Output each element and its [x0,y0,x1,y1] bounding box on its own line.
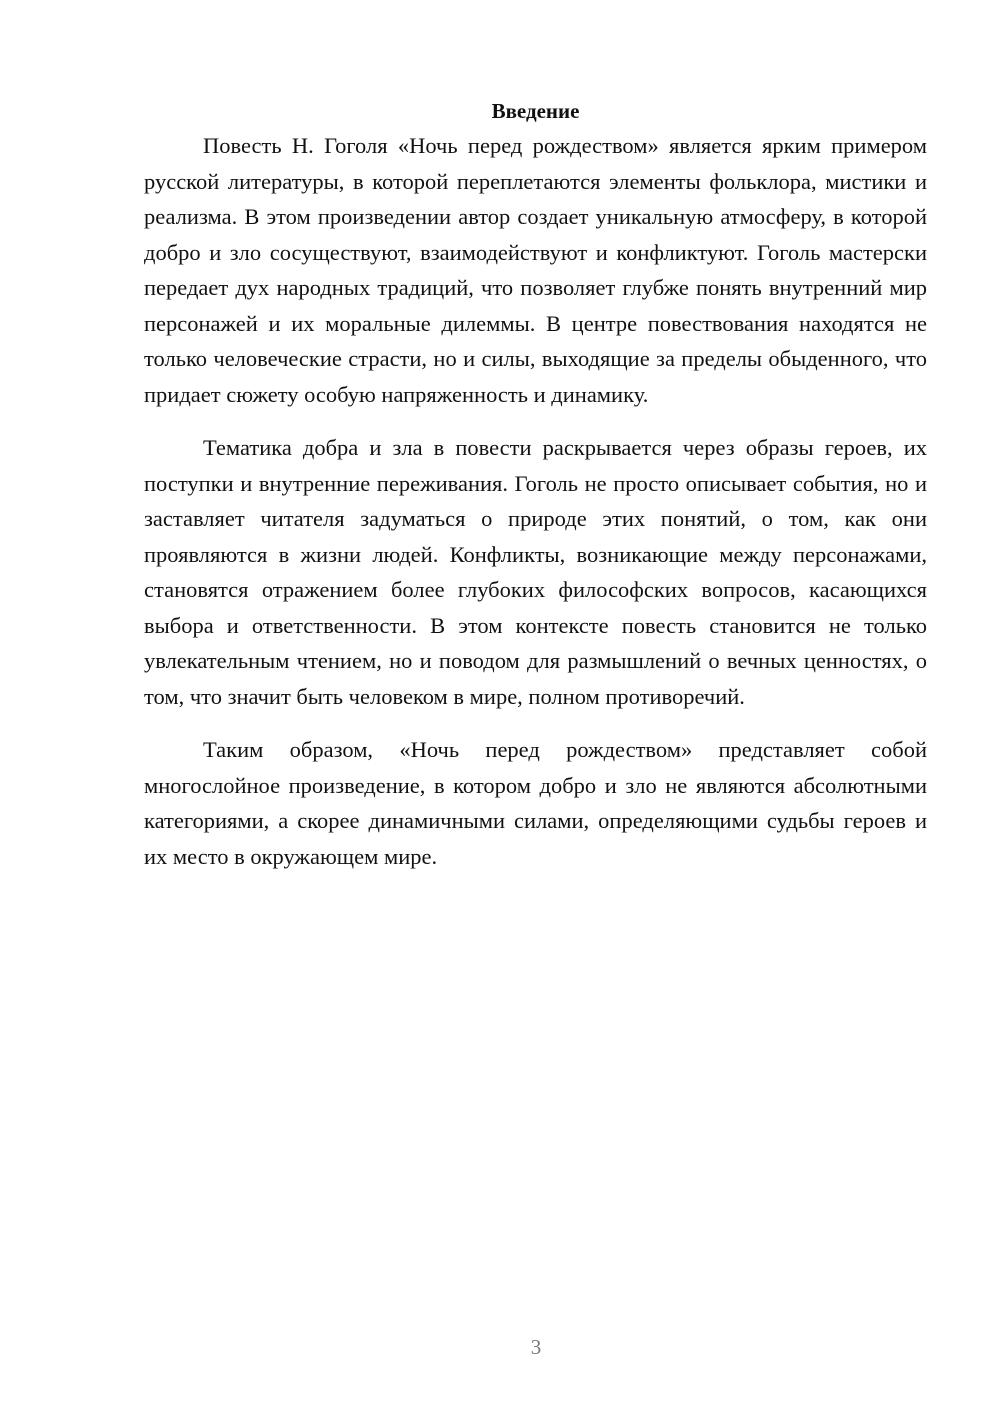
section-heading: Введение [491,99,580,123]
page-content [144,94,927,874]
paragraph-2: Тематика добра и зла в повести раскрывается через образы героев, их поступки и внутренние переживания. Гоголь не просто описывает события, но и заставляет читателя задуматься о природе этих понятий, о том, как они проявляются в жизни людей. Конфликты, возникающие между персонажами, становятся отражением более глубоких философских вопросов, касающихся выбора и ответственности. В этом контексте повесть становится не только увлекательным чтением, но и поводом для размышлений о вечных ценностях, о том, что значит быть человеком в мире, полном противоречий. [144,435,927,709]
page-number: 3 [530,1335,542,1359]
paragraph-1: Повесть Н. Гоголя «Ночь перед рождеством» является ярким примером русской литературы, в которой переплетаются элементы фольклора, мистики и реализма. В этом произведении автор создает уникальную атмосферу, в которой добро и зло сосуществуют, взаимодействуют и конфликтуют. Гоголь мастерски передает дух народных традиций, что позволяет глубже понять внутренний мир персонажей и их моральные дилеммы. В центре повествования находятся не только человеческие страсти, но и силы, выходящие за пределы обыденного, что придает сюжету особую напряженность и динамику. [144,133,927,407]
paragraph-3: Таким образом, «Ночь перед рождеством» представляет собой многослойное произведение, в котором добро и зло не являются абсолютными категориями, а скорее динамичными силами, определяющими судьбы героев и их место в окружающем мире. [144,737,927,869]
